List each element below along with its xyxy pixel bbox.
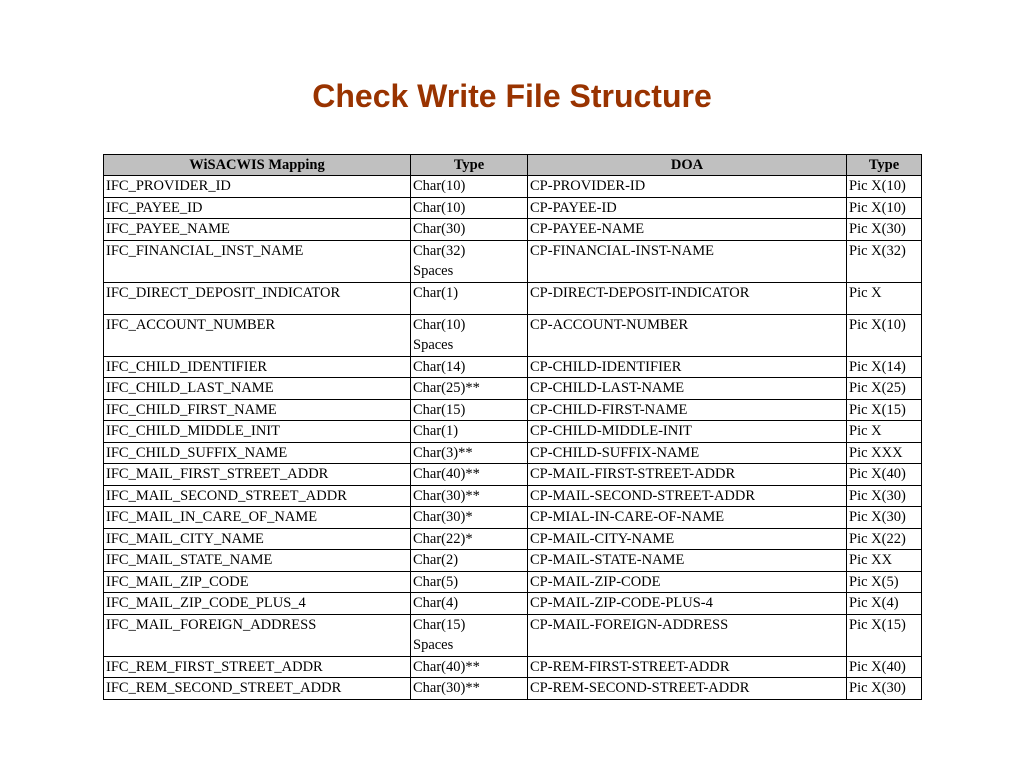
- mapping-cell: [104, 507, 411, 529]
- doa-type-cell: [847, 219, 922, 241]
- mapping-cell: [104, 550, 411, 572]
- mapping-cell-text: IFC_MAIL_STATE_NAME: [106, 552, 273, 568]
- doa-cell-text: CP-PAYEE-NAME: [530, 221, 645, 237]
- table-row: [104, 399, 922, 421]
- doa-type-cell-text: Pic X(40): [849, 466, 906, 482]
- type-cell: [411, 176, 528, 198]
- doa-cell: [528, 528, 847, 550]
- doa-type-cell-text: Pic X(30): [849, 487, 906, 504]
- doa-type-cell: [847, 464, 922, 486]
- mapping-cell: [104, 571, 411, 593]
- doa-type-cell: [847, 442, 922, 464]
- doa-type-cell-text: Pic X(30): [849, 509, 906, 525]
- table-row: [104, 528, 922, 550]
- mapping-cell-text: IFC_MAIL_FIRST_STREET_ADDR: [106, 466, 329, 482]
- mapping-cell-text: IFC_CHILD_LAST_NAME: [106, 380, 274, 396]
- doa-type-cell: [847, 314, 922, 356]
- table-row: [104, 421, 922, 443]
- mapping-cell: [104, 282, 411, 314]
- mapping-cell-text: IFC_REM_FIRST_STREET_ADDR: [106, 658, 323, 675]
- type-cell: [411, 507, 528, 529]
- type-cell-text: Char(10): [413, 199, 466, 216]
- doa-cell: [528, 464, 847, 486]
- doa-type-cell-text: Pic X(10): [849, 199, 906, 216]
- doa-cell-text: CP-MAIL-STATE-NAME: [530, 552, 685, 568]
- mapping-cell-text: IFC_FINANCIAL_INST_NAME: [106, 242, 304, 259]
- type-cell-text: Char(15): [413, 616, 466, 633]
- doa-type-cell: [847, 593, 922, 615]
- doa-type-cell: [847, 507, 922, 529]
- mapping-cell-text: IFC_PROVIDER_ID: [106, 178, 231, 194]
- type-note-text: Spaces: [413, 337, 454, 353]
- doa-type-cell-text: Pic X: [849, 423, 882, 439]
- doa-type-cell-text: Pic XXX: [849, 444, 903, 461]
- mapping-cell-text: IFC_MAIL_SECOND_STREET_ADDR: [106, 487, 347, 504]
- doa-type-cell: [847, 240, 922, 282]
- type-cell: [411, 656, 528, 678]
- mapping-cell-text: IFC_MAIL_FOREIGN_ADDRESS: [106, 616, 317, 633]
- table-row: [104, 593, 922, 615]
- mapping-cell: [104, 240, 411, 282]
- type-cell: [411, 442, 528, 464]
- doa-cell: [528, 197, 847, 219]
- mapping-cell-text: IFC_MAIL_ZIP_CODE_PLUS_4: [106, 595, 306, 611]
- table-header-row: [104, 155, 922, 176]
- type-cell: [411, 421, 528, 443]
- table-row: [104, 656, 922, 678]
- type-cell: [411, 464, 528, 486]
- mapping-cell: [104, 356, 411, 378]
- type-cell-text: Char(4): [413, 595, 459, 611]
- doa-cell-text: CP-MAIL-ZIP-CODE-PLUS-4: [530, 595, 713, 611]
- type-cell-text: Char(40)**: [413, 466, 480, 482]
- header-doa-type: Type: [847, 155, 922, 176]
- mapping-cell: [104, 656, 411, 678]
- doa-cell: [528, 282, 847, 314]
- doa-cell: [528, 176, 847, 198]
- mapping-cell: [104, 219, 411, 241]
- mapping-cell-text: IFC_CHILD_FIRST_NAME: [106, 401, 277, 418]
- doa-type-cell-text: Pic X(30): [849, 221, 906, 237]
- table-row: [104, 176, 922, 198]
- doa-type-cell-text: Pic XX: [849, 552, 893, 568]
- table-row: [104, 678, 922, 700]
- mapping-cell: [104, 678, 411, 700]
- doa-type-cell: [847, 485, 922, 507]
- table-row: [104, 314, 922, 356]
- type-cell-text: Char(1): [413, 284, 459, 301]
- doa-cell-text: CP-CHILD-FIRST-NAME: [530, 401, 688, 418]
- table-row: [104, 571, 922, 593]
- doa-cell: [528, 421, 847, 443]
- doa-cell-text: CP-MAIL-FIRST-STREET-ADDR: [530, 466, 736, 482]
- mapping-cell-text: IFC_CHILD_IDENTIFIER: [106, 358, 268, 375]
- doa-type-cell: [847, 378, 922, 400]
- type-note-text: Spaces: [413, 263, 454, 279]
- type-cell: [411, 485, 528, 507]
- doa-cell-text: CP-PAYEE-ID: [530, 199, 617, 216]
- type-cell: [411, 282, 528, 314]
- mapping-cell: [104, 464, 411, 486]
- doa-cell-text: CP-CHILD-MIDDLE-INIT: [530, 423, 692, 439]
- mapping-cell-text: IFC_PAYEE_ID: [106, 199, 203, 216]
- mapping-cell-text: IFC_MAIL_CITY_NAME: [106, 530, 264, 547]
- doa-cell: [528, 314, 847, 356]
- type-cell: [411, 550, 528, 572]
- doa-cell-text: CP-CHILD-IDENTIFIER: [530, 358, 682, 375]
- mapping-cell: [104, 197, 411, 219]
- doa-type-cell: [847, 656, 922, 678]
- doa-type-cell: [847, 528, 922, 550]
- table-row: [104, 485, 922, 507]
- doa-type-cell-text: Pic X(30): [849, 680, 906, 696]
- doa-cell-text: CP-CHILD-SUFFIX-NAME: [530, 444, 700, 461]
- table-row: [104, 464, 922, 486]
- type-cell-text: Char(5): [413, 573, 459, 590]
- doa-cell: [528, 399, 847, 421]
- doa-cell-text: CP-ACCOUNT-NUMBER: [530, 316, 689, 333]
- file-structure-table: [103, 154, 922, 700]
- doa-cell: [528, 378, 847, 400]
- mapping-cell-text: IFC_MAIL_ZIP_CODE: [106, 573, 249, 590]
- doa-type-cell-text: Pic X(10): [849, 178, 906, 194]
- type-cell-text: Char(3)**: [413, 444, 473, 461]
- type-cell: [411, 528, 528, 550]
- doa-type-cell: [847, 678, 922, 700]
- header-doa: DOA: [528, 155, 847, 176]
- doa-cell-text: CP-PROVIDER-ID: [530, 178, 646, 194]
- mapping-cell: [104, 614, 411, 656]
- type-cell-text: Char(40)**: [413, 658, 480, 675]
- table-body: [104, 176, 922, 700]
- table-row: [104, 219, 922, 241]
- mapping-cell: [104, 485, 411, 507]
- doa-type-cell: [847, 399, 922, 421]
- type-cell: [411, 197, 528, 219]
- header-wisacwis-mapping: WiSACWIS Mapping: [104, 155, 411, 176]
- mapping-cell: [104, 176, 411, 198]
- table-row: [104, 442, 922, 464]
- type-note-text: Spaces: [413, 637, 454, 653]
- type-cell: [411, 614, 528, 656]
- doa-cell: [528, 656, 847, 678]
- doa-cell: [528, 219, 847, 241]
- doa-cell-text: CP-REM-FIRST-STREET-ADDR: [530, 658, 730, 675]
- doa-type-cell: [847, 282, 922, 314]
- doa-type-cell-text: Pic X(25): [849, 380, 906, 396]
- type-cell-text: Char(32): [413, 242, 466, 259]
- type-cell: [411, 240, 528, 282]
- mapping-cell-text: IFC_ACCOUNT_NUMBER: [106, 316, 276, 333]
- doa-type-cell-text: Pic X(4): [849, 595, 899, 611]
- doa-cell-text: CP-MAIL-CITY-NAME: [530, 530, 675, 547]
- doa-cell-text: CP-DIRECT-DEPOSIT-INDICATOR: [530, 284, 750, 301]
- doa-type-cell: [847, 356, 922, 378]
- doa-type-cell-text: Pic X(32): [849, 242, 906, 259]
- mapping-cell: [104, 421, 411, 443]
- doa-cell: [528, 550, 847, 572]
- type-cell-text: Char(30): [413, 221, 466, 237]
- mapping-cell: [104, 314, 411, 356]
- doa-type-cell: [847, 197, 922, 219]
- type-cell: [411, 571, 528, 593]
- type-cell-text: Char(10): [413, 178, 466, 194]
- doa-type-cell: [847, 176, 922, 198]
- doa-type-cell: [847, 614, 922, 656]
- type-cell: [411, 378, 528, 400]
- header-type: Type: [411, 155, 528, 176]
- type-cell-text: Char(10): [413, 316, 466, 333]
- doa-cell-text: CP-FINANCIAL-INST-NAME: [530, 242, 714, 259]
- doa-cell: [528, 485, 847, 507]
- mapping-cell: [104, 399, 411, 421]
- type-cell: [411, 356, 528, 378]
- type-cell: [411, 399, 528, 421]
- doa-cell-text: CP-MAIL-ZIP-CODE: [530, 573, 661, 590]
- table-row: [104, 240, 922, 282]
- doa-cell: [528, 571, 847, 593]
- type-cell-text: Char(30)*: [413, 509, 473, 525]
- doa-cell: [528, 678, 847, 700]
- type-cell-text: Char(30)**: [413, 487, 480, 504]
- doa-cell: [528, 442, 847, 464]
- type-cell-text: Char(15): [413, 401, 466, 418]
- mapping-cell: [104, 378, 411, 400]
- doa-type-cell: [847, 571, 922, 593]
- doa-type-cell-text: Pic X(40): [849, 658, 906, 675]
- doa-cell-text: CP-CHILD-LAST-NAME: [530, 380, 685, 396]
- doa-cell-text: CP-MAIL-SECOND-STREET-ADDR: [530, 487, 756, 504]
- mapping-cell-text: IFC_CHILD_MIDDLE_INIT: [106, 423, 280, 439]
- doa-cell: [528, 240, 847, 282]
- table-row: [104, 614, 922, 656]
- mapping-cell-text: IFC_DIRECT_DEPOSIT_INDICATOR: [106, 284, 341, 301]
- doa-type-cell-text: Pic X(5): [849, 573, 899, 590]
- type-cell-text: Char(25)**: [413, 380, 480, 396]
- mapping-cell: [104, 593, 411, 615]
- doa-cell-text: CP-REM-SECOND-STREET-ADDR: [530, 680, 750, 696]
- doa-type-cell-text: Pic X(22): [849, 530, 906, 547]
- table-row: [104, 378, 922, 400]
- type-cell-text: Char(2): [413, 552, 459, 568]
- page-title: Check Write File Structure: [312, 78, 712, 114]
- doa-type-cell-text: Pic X(15): [849, 616, 906, 633]
- doa-cell-text: CP-MAIL-FOREIGN-ADDRESS: [530, 616, 729, 633]
- mapping-cell-text: IFC_MAIL_IN_CARE_OF_NAME: [106, 509, 318, 525]
- type-cell-text: Char(30)**: [413, 680, 480, 696]
- doa-type-cell-text: Pic X(10): [849, 316, 906, 333]
- type-cell: [411, 593, 528, 615]
- doa-cell: [528, 593, 847, 615]
- doa-cell-text: CP-MIAL-IN-CARE-OF-NAME: [530, 509, 725, 525]
- table-row: [104, 282, 922, 314]
- table-row: [104, 356, 922, 378]
- doa-type-cell: [847, 421, 922, 443]
- table-row: [104, 550, 922, 572]
- type-cell-text: Char(22)*: [413, 530, 473, 547]
- type-cell: [411, 678, 528, 700]
- table-row: [104, 507, 922, 529]
- doa-cell: [528, 614, 847, 656]
- doa-type-cell-text: Pic X: [849, 284, 882, 301]
- type-cell-text: Char(1): [413, 423, 459, 439]
- mapping-cell-text: IFC_CHILD_SUFFIX_NAME: [106, 444, 288, 461]
- doa-type-cell-text: Pic X(15): [849, 401, 906, 418]
- type-cell: [411, 314, 528, 356]
- mapping-cell-text: IFC_PAYEE_NAME: [106, 221, 230, 237]
- mapping-cell: [104, 442, 411, 464]
- type-cell: [411, 219, 528, 241]
- mapping-cell: [104, 528, 411, 550]
- doa-type-cell-text: Pic X(14): [849, 358, 906, 375]
- type-cell-text: Char(14): [413, 358, 466, 375]
- mapping-cell-text: IFC_REM_SECOND_STREET_ADDR: [106, 680, 342, 696]
- doa-cell: [528, 356, 847, 378]
- doa-cell: [528, 507, 847, 529]
- doa-type-cell: [847, 550, 922, 572]
- table-row: [104, 197, 922, 219]
